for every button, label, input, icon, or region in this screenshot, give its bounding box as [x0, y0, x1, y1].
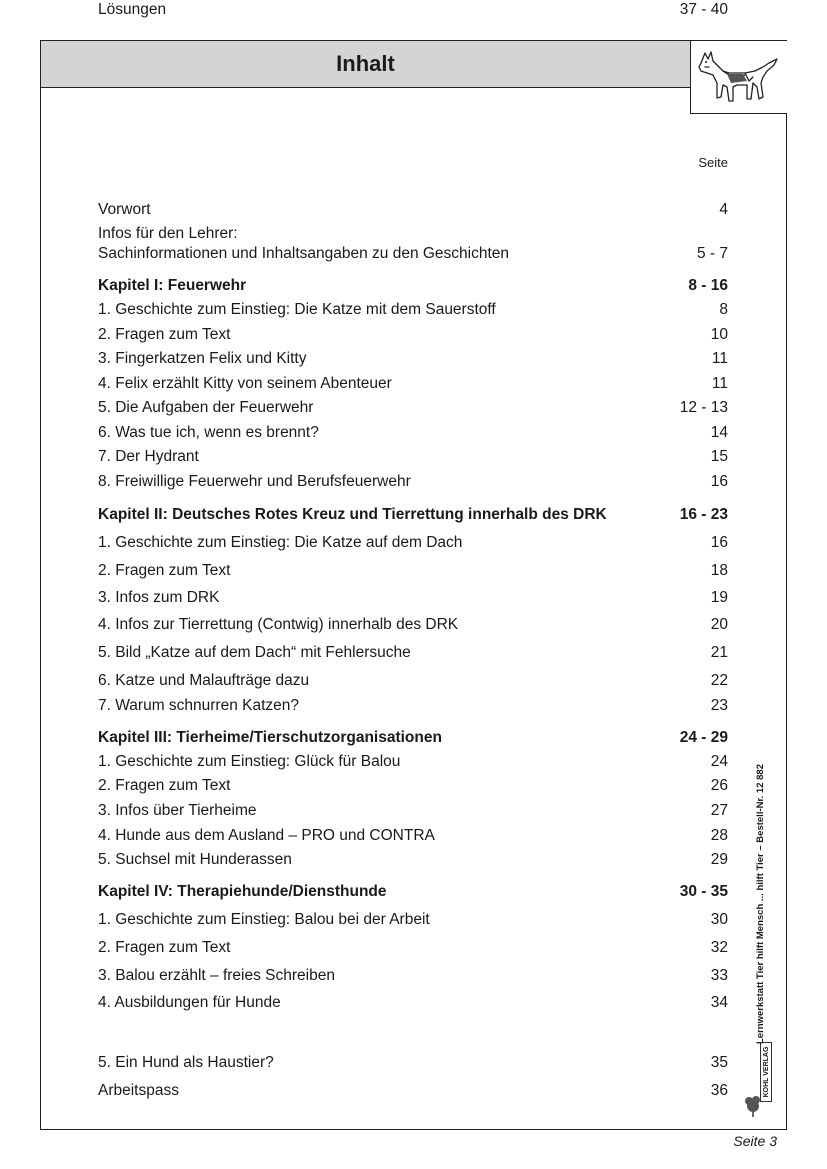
header-bar: [41, 41, 690, 88]
toc-entry-page: 30: [710, 911, 728, 928]
toc-entry-title: Kapitel IV: Therapiehunde/Diensthunde: [98, 883, 387, 900]
toc-entry-page: 8 - 16: [688, 277, 728, 294]
toc-entry-page: 36: [710, 1082, 728, 1099]
toc-entry-title: 6. Was tue ich, wenn es brennt?: [98, 424, 319, 441]
toc-entry-page: 30 - 35: [679, 883, 728, 900]
toc-entry-page: 24 - 29: [679, 729, 728, 746]
toc-entry-page: 28: [710, 827, 728, 844]
toc-entry-title: Infos für den Lehrer:: [98, 225, 238, 242]
toc-entry-title: 2. Fragen zum Text: [98, 326, 231, 343]
toc-entry-title: 1. Geschichte zum Einstieg: Die Katze auf dem Dach: [98, 534, 463, 551]
toc-entry-title: 5. Die Aufgaben der Feuerwehr: [98, 399, 314, 416]
side-imprint: Lernwerkstatt Tier hilft Mensch ... hilft Tier – Bestell-Nr. 12 882: [755, 764, 766, 1044]
toc-entry-page: 16: [710, 534, 728, 551]
toc-entry-title: Kapitel II: Deutsches Rotes Kreuz und Tierrettung innerhalb des DRK: [98, 506, 607, 523]
toc-entry-title: 7. Warum schnurren Katzen?: [98, 697, 300, 714]
toc-entry-page: 37 - 40: [679, 1, 728, 18]
toc-entry-page: 34: [710, 994, 728, 1011]
toc-entry-title: 3. Infos über Tierheime: [98, 802, 257, 819]
toc-entry-title: 5. Suchsel mit Hunderassen: [98, 851, 292, 868]
toc-entry-page: 19: [710, 589, 728, 606]
toc-entry-page: 35: [710, 1054, 728, 1071]
toc-entry-title: Arbeitspass: [98, 1082, 179, 1099]
toc-entry-page: 18: [710, 562, 728, 579]
toc-entry-page: 5 - 7: [696, 245, 728, 262]
toc-entry-page: 11: [711, 350, 728, 367]
toc-entry-page: 21: [710, 644, 728, 661]
toc-entry-title: 5. Bild „Katze auf dem Dach“ mit Fehlersuche: [98, 644, 411, 661]
toc-entry-title: 4. Hunde aus dem Ausland – PRO und CONTRA: [98, 827, 435, 844]
toc-entry-page: 23: [710, 697, 728, 714]
toc-entry-page: 11: [711, 375, 728, 392]
toc-entry-title: 8. Freiwillige Feuerwehr und Berufsfeuerwehr: [98, 473, 411, 490]
page-title: Inhalt: [336, 51, 395, 76]
toc-entry-title: Kapitel I: Feuerwehr: [98, 277, 247, 294]
toc-entry-title: 1. Geschichte zum Einstieg: Glück für Balou: [98, 753, 401, 770]
toc-entry-page: 16: [710, 473, 728, 490]
toc-entry-page: 32: [710, 939, 728, 956]
toc-entry-page: 27: [710, 802, 728, 819]
toc-entry-title: 3. Fingerkatzen Felix und Kitty: [98, 350, 307, 367]
toc-entry-title: Kapitel III: Tierheime/Tierschutzorganisationen: [98, 729, 442, 746]
toc-entry-page: 20: [710, 616, 728, 633]
toc-entry-title: 2. Fragen zum Text: [98, 562, 231, 579]
dog-icon: [697, 47, 781, 107]
toc-entry-page: 16 - 23: [679, 506, 728, 523]
toc-entry-page: 29: [710, 851, 728, 868]
publisher-logo: KOHL VERLAG: [760, 1042, 772, 1102]
page-column-label: Seite: [698, 155, 728, 170]
toc-entry-title: Sachinformationen und Inhaltsangaben zu den Geschichten: [98, 245, 510, 262]
toc-entry-page: 4: [719, 201, 728, 218]
toc-entry-page: 12 - 13: [679, 399, 728, 416]
toc-entry-title: Lösungen: [98, 1, 167, 18]
toc-entry-title: 3. Infos zum DRK: [98, 589, 220, 606]
toc-entry-page: 26: [710, 777, 728, 794]
page-number: Seite 3: [733, 1133, 777, 1149]
toc-entry-page: 22: [710, 672, 728, 689]
toc-entry-page: 24: [710, 753, 728, 770]
toc-entry-page: 15: [710, 448, 728, 465]
dog-illustration-box: [690, 41, 787, 114]
toc-entry-page: 8: [719, 301, 728, 318]
toc-entry-title: 4. Ausbildungen für Hunde: [98, 994, 281, 1011]
toc-entry-title: 2. Fragen zum Text: [98, 939, 231, 956]
toc-entry-title: 3. Balou erzählt – freies Schreiben: [98, 967, 335, 984]
toc-entry-title: 1. Geschichte zum Einstieg: Balou bei der Arbeit: [98, 911, 430, 928]
toc-entry-title: 2. Fragen zum Text: [98, 777, 231, 794]
toc-entry-title: 6. Katze und Malaufträge dazu: [98, 672, 310, 689]
toc-entry-title: 4. Infos zur Tierrettung (Contwig) innerhalb des DRK: [98, 616, 459, 633]
toc-entry-page: 10: [710, 326, 728, 343]
toc-entry-page: 14: [710, 424, 728, 441]
toc-entry-page: 33: [710, 967, 728, 984]
toc-entry-title: 1. Geschichte zum Einstieg: Die Katze mit dem Sauerstoff: [98, 301, 496, 318]
toc-entry-title: 5. Ein Hund als Haustier?: [98, 1054, 274, 1071]
toc-entry-title: 7. Der Hydrant: [98, 448, 199, 465]
toc-entry-title: 4. Felix erzählt Kitty von seinem Abenteuer: [98, 375, 392, 392]
toc-entry-title: Vorwort: [98, 201, 151, 218]
